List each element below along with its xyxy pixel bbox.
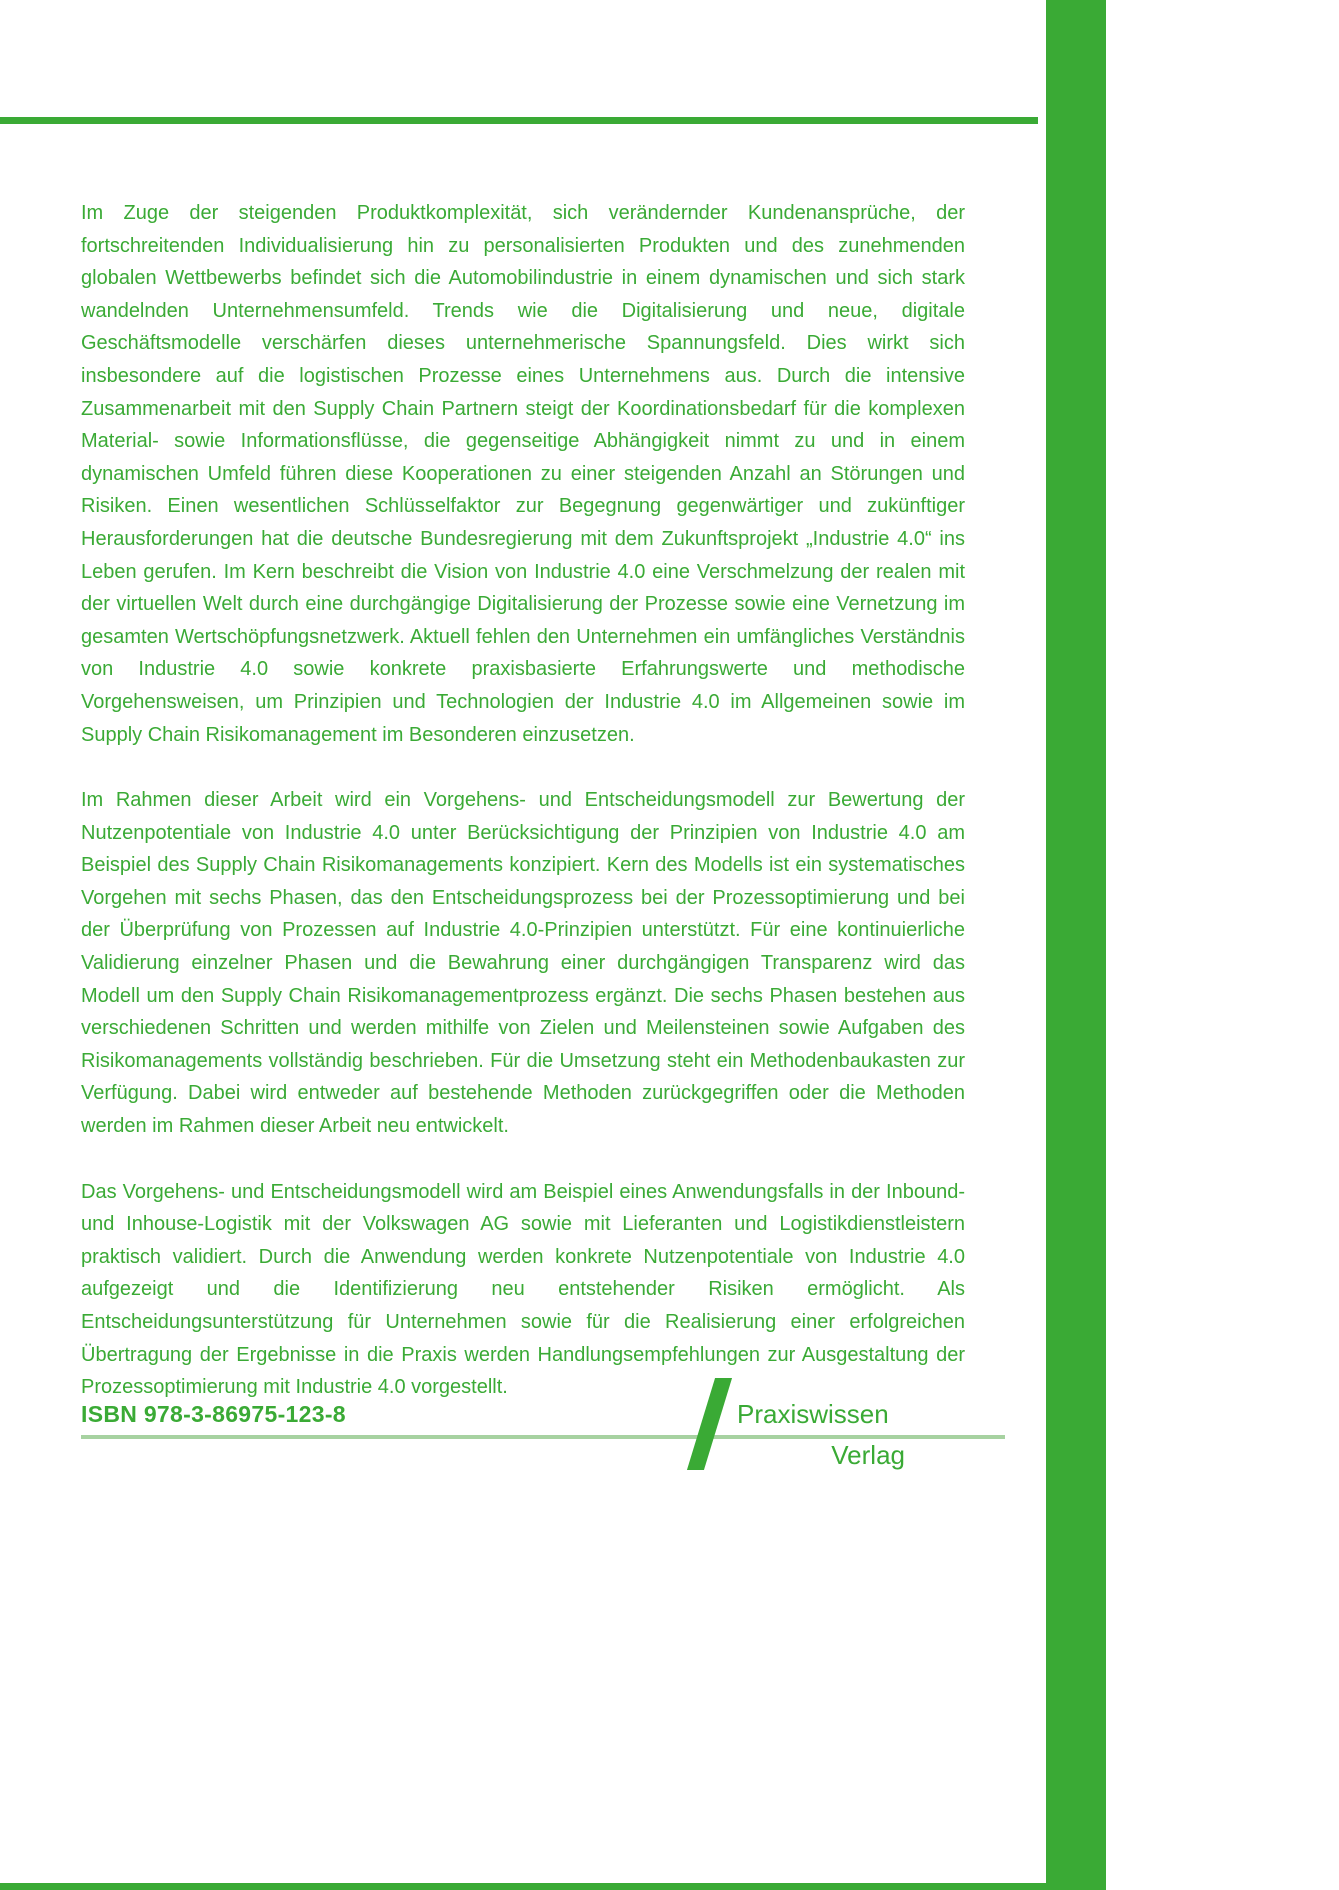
publisher-logo [737,1399,905,1470]
abstract-paragraph-2: Im Rahmen dieser Arbeit wird ein Vorgehens- und Entscheidungsmodell zur Bewertung der Nutzenpotentiale von Industrie 4.0 unter Berücksichtigung der Prinzipien von Industrie 4.0 am Beispiel des Supply Chain Risikomanagements konzipiert. Kern des Modells ist ein systematisches Vorgehen mit sechs Phasen, das den Entscheidungsprozess bei der Prozessoptimierung und bei der Überprüfung von Prozessen auf Industrie 4.0-Prinzipien unterstützt. Für eine kontinuierliche Validierung einzelner Phasen und die Bewahrung einer durchgängigen Transparenz wird das Modell um den Supply Chain Risikomanagementprozess ergänzt. Die sechs Phasen bestehen aus verschiedenen Schritten und werden mithilfe von Zielen und Meilensteinen sowie Aufgaben des Risikomanagements vollständig beschrieben. Für die Umsetzung steht ein Methodenbaukasten zur Verfügung. Dabei wird entweder auf bestehende Methoden zurückgegriffen oder die Methoden werden im Rahmen dieser Arbeit neu entwickelt. [81,789,965,1138]
bottom-green-rule [0,1883,1106,1890]
abstract-paragraph-1: Im Zuge der steigenden Produktkomplexität, sich verändernder Kundenansprüche, der fortschreitenden Individualisierung hin zu personalisierten Produkten und des zunehmenden globalen Wettbewerbs befindet sich die Automobilindustrie in einem dynamischen und sich stark wandelnden Unternehmensumfeld. Trends wie die Digitalisierung und neue, digitale Geschäftsmodelle verschärfen dieses unternehmerische Spannungsfeld. Dies wirkt sich insbesondere auf die logistischen Prozesse eines Unternehmens aus. Durch die intensive Zusammenarbeit mit den Supply Chain Partnern steigt der Koordinationsbedarf für die komplexen Material- sowie Informationsflüsse, die gegenseitige Abhängigkeit nimmt zu und in einem dynamischen Umfeld führen diese Kooperationen zu einer steigenden Anzahl an Störungen und Risiken. Einen wesentlichen Schlüsselfaktor zur Begegnung gegenwärtiger und zukünftiger Herausforderungen hat die deutsche Bundesregierung mit dem Zukunftsprojekt „Industrie 4.0“ ins Leben gerufen. Im Kern beschreibt die Vision von Industrie 4.0 eine Verschmelzung der realen mit der virtuellen Welt durch eine durchgängige Digitalisierung der Prozesse sowie eine Vernetzung im gesamten Wertschöpfungsnetzwerk. Aktuell fehlen den Unternehmen ein umfängliches Verständnis von Industrie 4.0 sowie konkrete praxisbasierte Erfahrungswerte und methodische Vorgehensweisen, um Prinzipien und Technologien der Industrie 4.0 im Allgemeinen sowie im Supply Chain Risikomanagement im Besonderen einzusetzen. [81,202,965,746]
right-green-bar [1046,0,1106,1890]
publisher-word-verlag: Verlag [831,1440,905,1470]
top-green-rule [0,117,1038,124]
isbn-text: ISBN 978-3-86975-123-8 [81,1401,346,1427]
abstract-text-block [81,197,965,1437]
abstract-paragraph-3: Das Vorgehens- und Entscheidungsmodell wird am Beispiel eines Anwendungsfalls in der Inbound- und Inhouse-Logistik mit der Volkswagen AG sowie mit Lieferanten und Logistikdienstleistern praktisch validiert. Durch die Anwendung werden konkrete Nutzenpotentiale von Industrie 4.0 aufgezeigt und die Identifizierung neu entstehender Risiken ermöglicht. Als Entscheidungsunterstützung für Unternehmen sowie für die Realisierung einer erfolgreichen Übertragung der Ergebnisse in die Praxis werden Handlungsempfehlungen zur Ausgestaltung der Prozessoptimierung mit Industrie 4.0 vorgestellt. [81,1180,965,1399]
publisher-name: Praxiswissen [737,1399,889,1429]
